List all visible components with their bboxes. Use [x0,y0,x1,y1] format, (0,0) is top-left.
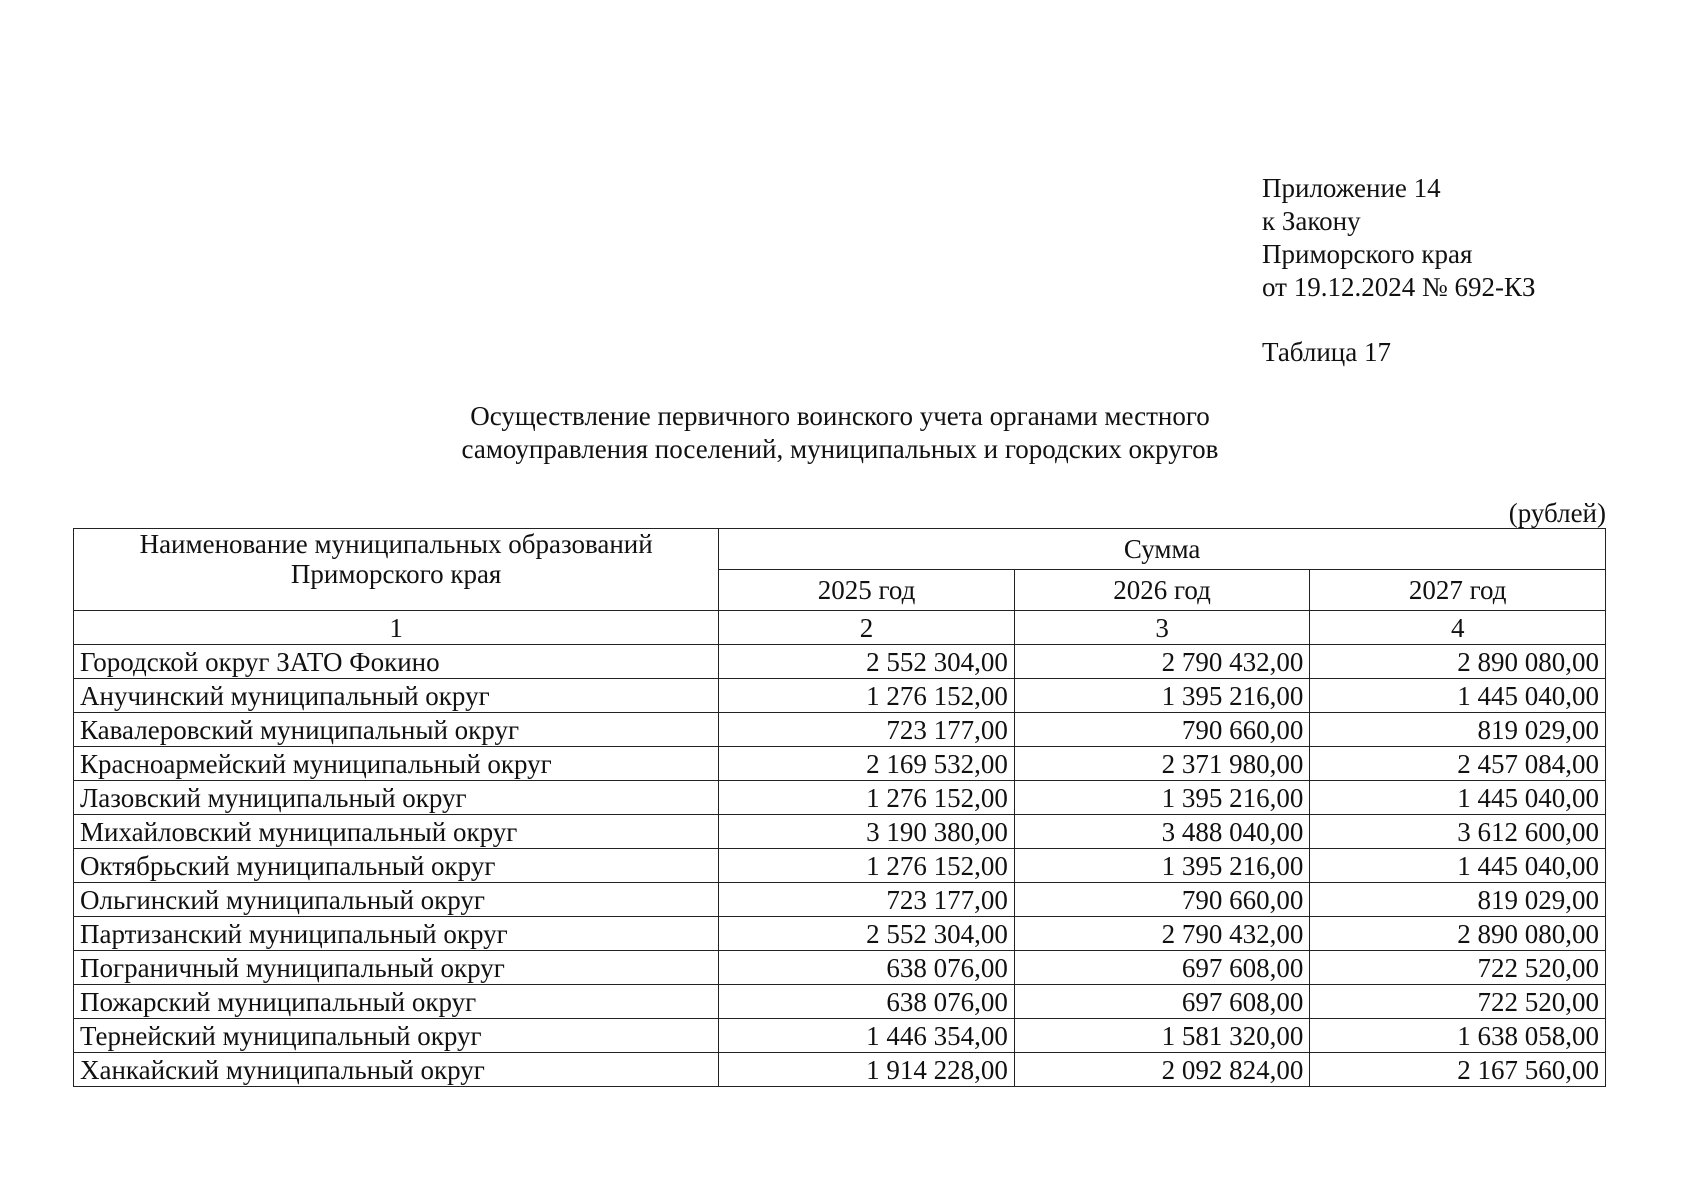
amount-cell: 1 276 152,00 [719,849,1015,883]
amount-cell: 1 276 152,00 [719,781,1015,815]
column-number: 3 [1014,611,1310,645]
column-number-row [74,611,1606,645]
amount-cell: 1 395 216,00 [1014,781,1310,815]
amount-cell: 722 520,00 [1310,985,1606,1019]
municipality-name: Красноармейский муниципальный округ [74,747,719,781]
municipality-name: Пограничный муниципальный округ [74,951,719,985]
table-row [74,679,1606,713]
amount-cell: 2 790 432,00 [1014,917,1310,951]
amount-cell: 819 029,00 [1310,883,1606,917]
amount-cell: 2 457 084,00 [1310,747,1606,781]
appendix-line: Приложение 14 [1262,173,1441,203]
amount-cell: 723 177,00 [719,883,1015,917]
municipality-name: Тернейский муниципальный округ [74,1019,719,1053]
column-number: 1 [74,611,719,645]
table-row [74,1019,1606,1053]
amount-cell: 2 552 304,00 [719,645,1015,679]
amount-cell: 2 552 304,00 [719,917,1015,951]
amount-cell: 1 395 216,00 [1014,849,1310,883]
year-header-2026: 2026 год [1014,570,1310,611]
amount-cell: 819 029,00 [1310,713,1606,747]
table-row [74,713,1606,747]
amount-cell: 1 395 216,00 [1014,679,1310,713]
header-row [74,529,1606,570]
title-line: Осуществление первичного воинского учета органами местного [470,401,1210,431]
municipality-name: Ольгинский муниципальный округ [74,883,719,917]
table-row [74,645,1606,679]
amount-cell: 2 167 560,00 [1310,1053,1606,1087]
table-row [74,849,1606,883]
year-header-2027: 2027 год [1310,570,1606,611]
allocation-table [73,528,1606,1087]
amount-cell: 2 890 080,00 [1310,917,1606,951]
amount-cell: 2 371 980,00 [1014,747,1310,781]
amount-cell: 2 169 532,00 [719,747,1015,781]
amount-cell: 638 076,00 [719,951,1015,985]
amount-cell: 697 608,00 [1014,985,1310,1019]
column-number: 4 [1310,611,1606,645]
table-row [74,951,1606,985]
name-column-header [74,529,719,611]
amount-cell: 1 446 354,00 [719,1019,1015,1053]
amount-cell: 638 076,00 [719,985,1015,1019]
municipality-name: Городской округ ЗАТО Фокино [74,645,719,679]
name-header-text: Наименование муниципальных образований Приморского края [139,529,653,589]
table-row [74,781,1606,815]
municipality-name: Пожарский муниципальный округ [74,985,719,1019]
amount-cell: 2 790 432,00 [1014,645,1310,679]
table-row [74,883,1606,917]
amount-cell: 790 660,00 [1014,713,1310,747]
amount-cell: 3 488 040,00 [1014,815,1310,849]
title-line: самоуправления поселений, муниципальных и городских округов [461,434,1219,464]
municipality-name: Анучинский муниципальный округ [74,679,719,713]
column-number: 2 [719,611,1015,645]
amount-cell: 3 612 600,00 [1310,815,1606,849]
amount-cell: 1 581 320,00 [1014,1019,1310,1053]
amount-cell: 2 890 080,00 [1310,645,1606,679]
amount-cell: 722 520,00 [1310,951,1606,985]
year-header-2025: 2025 год [719,570,1015,611]
amount-cell: 697 608,00 [1014,951,1310,985]
sum-header: Сумма [719,529,1606,570]
table-row [74,815,1606,849]
amount-cell: 1 445 040,00 [1310,679,1606,713]
table-row [74,985,1606,1019]
appendix-reference [1262,172,1535,304]
amount-cell: 1 276 152,00 [719,679,1015,713]
amount-cell: 790 660,00 [1014,883,1310,917]
table-row [74,1053,1606,1087]
amount-cell: 3 190 380,00 [719,815,1015,849]
appendix-line: Приморского края [1262,239,1473,269]
table-row [74,747,1606,781]
municipality-name: Партизанский муниципальный округ [74,917,719,951]
units-label: (рублей) [1508,498,1606,528]
amount-cell: 1 445 040,00 [1310,849,1606,883]
table-label: Таблица 17 [1262,337,1391,367]
municipality-name: Михайловский муниципальный округ [74,815,719,849]
municipality-name: Октябрьский муниципальный округ [74,849,719,883]
document-title [340,400,1340,466]
amount-cell: 1 914 228,00 [719,1053,1015,1087]
amount-cell: 723 177,00 [719,713,1015,747]
amount-cell: 1 445 040,00 [1310,781,1606,815]
appendix-line: к Закону [1262,206,1361,236]
municipality-name: Кавалеровский муниципальный округ [74,713,719,747]
municipality-name: Лазовский муниципальный округ [74,781,719,815]
appendix-line: от 19.12.2024 № 692-КЗ [1262,272,1536,302]
amount-cell: 2 092 824,00 [1014,1053,1310,1087]
municipality-name: Ханкайский муниципальный округ [74,1053,719,1087]
amount-cell: 1 638 058,00 [1310,1019,1606,1053]
table-row [74,917,1606,951]
